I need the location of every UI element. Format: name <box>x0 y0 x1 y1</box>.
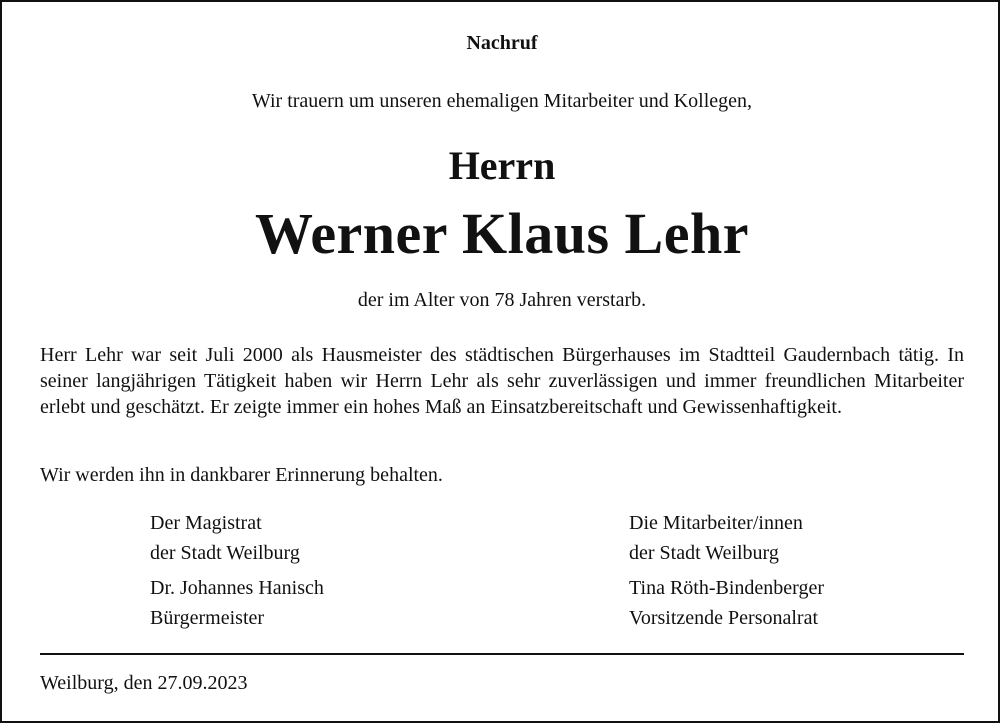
intro-text: Wir trauern um unseren ehemaligen Mitarbeiter und Kollegen, <box>251 90 753 112</box>
divider-rule <box>40 653 964 655</box>
tribute-paragraph: Herr Lehr war seit Juli 2000 als Hausmeister des städtischen Bürgerhauses im Stadtteil Gaudernbach tätig. In seiner langjährigen Tätigkeit haben wir Herrn Lehr als sehr zuverlässigen und immer freundlichen Mitarbeiter erlebt und geschätzt. Er zeigte immer ein hohes Maß an Einsatzbereitschaft und Gewissenhaftigkeit. <box>40 344 964 418</box>
notice-heading: Nachruf <box>466 32 538 54</box>
place-date: Weilburg, den 27.09.2023 <box>40 672 248 694</box>
left-signatory-organization <box>150 508 300 568</box>
right-signatory-organization <box>629 508 803 568</box>
right-org-line1: Die Mitarbeiter/innen <box>629 512 803 534</box>
left-org-line1: Der Magistrat <box>150 512 262 534</box>
right-signatory-person <box>629 573 824 633</box>
right-person-role: Vorsitzende Personalrat <box>629 607 819 629</box>
salutation: Herrn <box>448 143 556 188</box>
left-org-line2: der Stadt Weilburg <box>150 542 300 564</box>
left-person-name: Dr. Johannes Hanisch <box>150 577 324 599</box>
left-person-role: Bürgermeister <box>150 607 265 629</box>
age-line: der im Alter von 78 Jahren verstarb. <box>357 289 647 311</box>
left-signatory-person <box>150 573 324 633</box>
deceased-name: Werner Klaus Lehr <box>255 201 749 266</box>
right-person-name: Tina Röth-Bindenberger <box>629 577 824 599</box>
closing-line: Wir werden ihn in dankbarer Erinnerung behalten. <box>40 464 443 486</box>
right-org-line2: der Stadt Weilburg <box>629 542 779 564</box>
